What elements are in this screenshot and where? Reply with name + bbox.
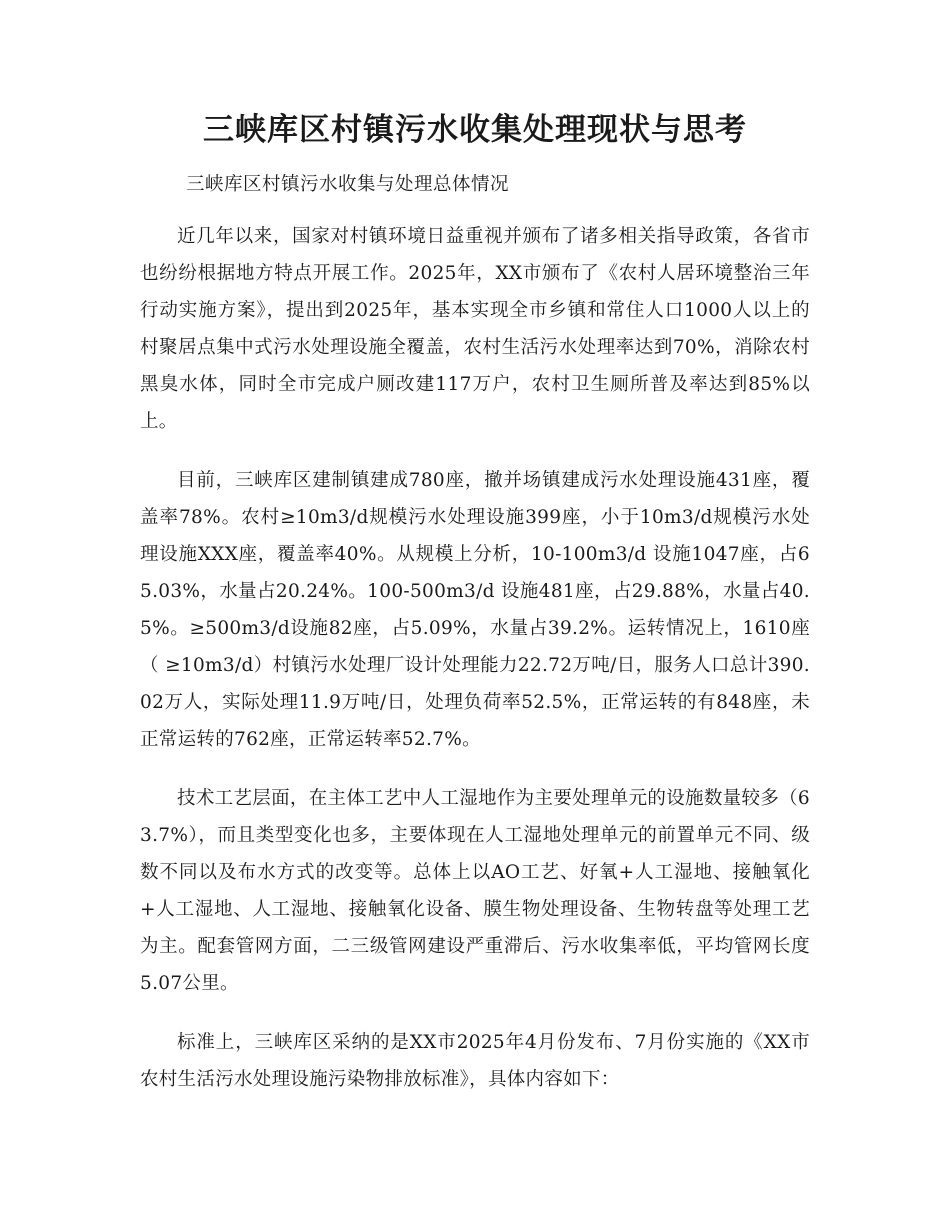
document-body <box>140 218 810 1120</box>
paragraph-policy: 近几年以来，国家对村镇环境日益重视并颁布了诸多相关指导政策，各省市也纷纷根据地方特点开展工作。2025年，XX市颁布了《农村人居环境整治三年行动实施方案》，提出到2025年，基本实现全市乡镇和常住人口1000人以上的村聚居点集中式污水处理设施全覆盖，农村生活污水处理率达到70%，消除农村黑臭水体，同时全市完成户厕改建117万户，农村卫生厕所普及率达到85%以上。 <box>140 226 810 432</box>
paragraph-facilities: 目前，三峡库区建制镇建成780座，撤并场镇建成污水处理设施431座，覆盖率78%。农村≥10m3/d规模污水处理设施399座，小于10m3/d规模污水处理设施XXX座，覆盖率40%。从规模上分析，10-100m3/d 设施1047座，占65.03%，水量占20.24%。100-500m3/d 设施481座，占29.88%，水量占40.5%。≥500m3/d设施82座，占5.09%，水量占39.2%。运转情况上，1610座（ ≥10m3/d）村镇污水处理厂设计处理能力22.72万吨/日，服务人口总计390.02万人，实际处理11.9万吨/日，处理负荷率52.5%，正常运转的有848座，未正常运转的762座，正常运转率52.7%。 <box>140 470 810 750</box>
paragraph-technology: 技术工艺层面，在主体工艺中人工湿地作为主要处理单元的设施数量较多（63.7%），而且类型变化也多，主要体现在人工湿地处理单元的前置单元不同、级数不同以及布水方式的改变等。总体上以AO工艺、好氧+人工湿地、接触氧化+人工湿地、人工湿地、接触氧化设备、膜生物处理设备、生物转盘等处理工艺为主。配套管网方面，二三级管网建设严重滞后、污水收集率低，平均管网长度5.07公里。 <box>140 788 810 994</box>
paragraph-standards: 标准上，三峡库区采纳的是XX市2025年4月份发布、7月份实施的《XX市农村生活污水处理设施污染物排放标准》，具体内容如下： <box>140 1032 810 1090</box>
document-title: 三峡库区村镇污水收集处理现状与思考 <box>203 112 747 148</box>
section-heading: 三峡库区村镇污水收集与处理总体情况 <box>186 174 510 195</box>
